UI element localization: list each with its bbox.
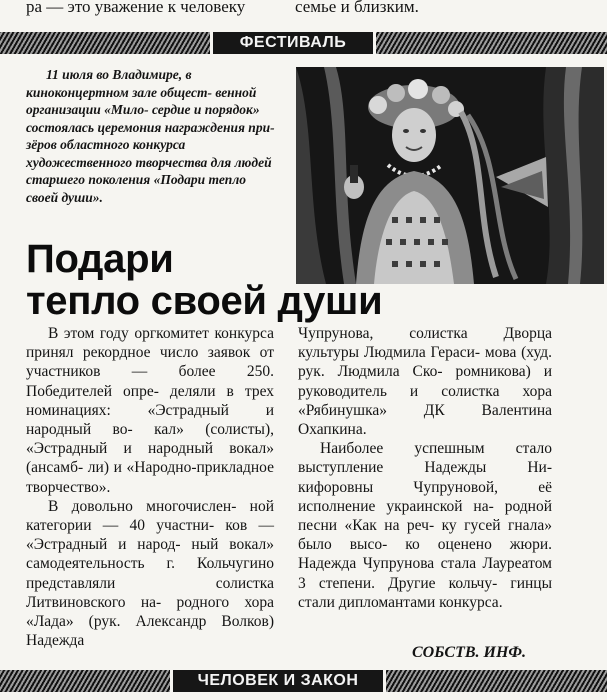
section-bar-person-and-law: [0, 670, 607, 692]
text-line: ку гусей гнала» было высо-: [298, 517, 553, 554]
text-line: мова (худ. рук. Людмила Ско-: [298, 344, 552, 381]
text-line: В этом году оргкомитет: [48, 325, 215, 342]
text-line: деляли в трех номинациях:: [26, 382, 274, 419]
text-line: В довольно многочислен-: [48, 497, 237, 515]
text-line: и народный вокал» (ансамб-: [26, 440, 274, 477]
text-line: ли) и «Народно-прикладное: [87, 459, 274, 477]
article-column-2: [298, 324, 552, 612]
text-line: солистка Литвиновского на-: [26, 574, 274, 611]
article-signature: СОБСТВ. ИНФ.: [412, 644, 526, 661]
article-headline: [26, 238, 426, 322]
paragraph: [26, 324, 274, 497]
text-line: культуры Людмила Гераси-: [298, 344, 481, 362]
text-line: родного хора «Лада» (рук.: [26, 593, 274, 631]
text-line: Александр Волков) Надежда: [26, 613, 274, 650]
lead-line: венной организации «Мило-: [26, 84, 257, 117]
headline-line-1: Подари: [26, 237, 174, 281]
paragraph: [26, 497, 274, 651]
text-line: ный вокал» самодеятельность: [26, 536, 274, 573]
text-line: родной песни «Как на реч-: [298, 497, 552, 535]
text-line: более 250. Победителей опре-: [26, 363, 274, 400]
text-line: ной категории — 40 участни-: [26, 497, 275, 535]
text-line: «Эстрадный и народный во-: [26, 401, 274, 439]
text-line: число заявок от участников —: [26, 344, 275, 381]
section-label-person-and-law: ЧЕЛОВЕК И ЗАКОН: [170, 670, 386, 692]
previous-article-tail-right: семье и близким.: [295, 0, 419, 16]
text-line: ДК Валентина Охапкина.: [298, 401, 553, 439]
text-line: ков — «Эстрадный и народ-: [26, 517, 275, 554]
article-lead: [26, 66, 278, 206]
lead-line: киноконцертном зале общест-: [26, 84, 212, 100]
text-line: кифоровны Чупруновой, её: [298, 478, 552, 496]
lead-line: «Подари тепло своей души».: [26, 172, 246, 205]
text-line: Наиболее успешным стало: [320, 440, 552, 458]
lead-line: сердие и порядок» состоялась: [26, 102, 260, 135]
lead-line: для людей старшего поколения: [26, 154, 272, 187]
previous-article-tail-left: ра — это уважение к человеку: [26, 0, 246, 16]
headline-line-2: тепло своей души: [26, 279, 383, 323]
text-line: г. Кольчугино представляли: [26, 555, 274, 592]
paragraph: [298, 324, 552, 439]
lead-line: церемония награждения при-: [97, 119, 275, 135]
lead-line: художественного творчества: [26, 154, 211, 170]
paragraph: [298, 439, 552, 612]
lead-line: 11 июля во Владимире, в: [46, 67, 192, 82]
section-bar-festival: [0, 32, 607, 54]
text-line: 3 степени. Другие кольчу-: [298, 574, 498, 592]
text-line: ромникова) и руководитель и: [298, 363, 553, 400]
text-line: Чупрунова, солистка Дворца: [298, 325, 552, 342]
text-line: конкурса.: [439, 593, 503, 611]
lead-line: зёров областного конкурса: [26, 137, 186, 152]
text-line: кал» (солисты), «Эстрадный: [26, 421, 274, 458]
text-line: Чупрунова стала Лауреатом: [362, 555, 552, 573]
text-line: выступление Надежды Ни-: [298, 459, 552, 477]
article-column-1: [26, 324, 274, 650]
text-line: гинцы стали дипломантами: [298, 574, 553, 611]
text-line: исполнение украинской на-: [298, 497, 494, 515]
section-label-festival: ФЕСТИВАЛЬ: [210, 32, 376, 54]
text-line: ко оценено жюри. Надежда: [298, 536, 553, 573]
text-line: творчество».: [26, 478, 111, 496]
text-line: конкурса принял рекордное: [26, 325, 274, 362]
text-line: солистка хора «Рябинушка»: [298, 382, 552, 419]
